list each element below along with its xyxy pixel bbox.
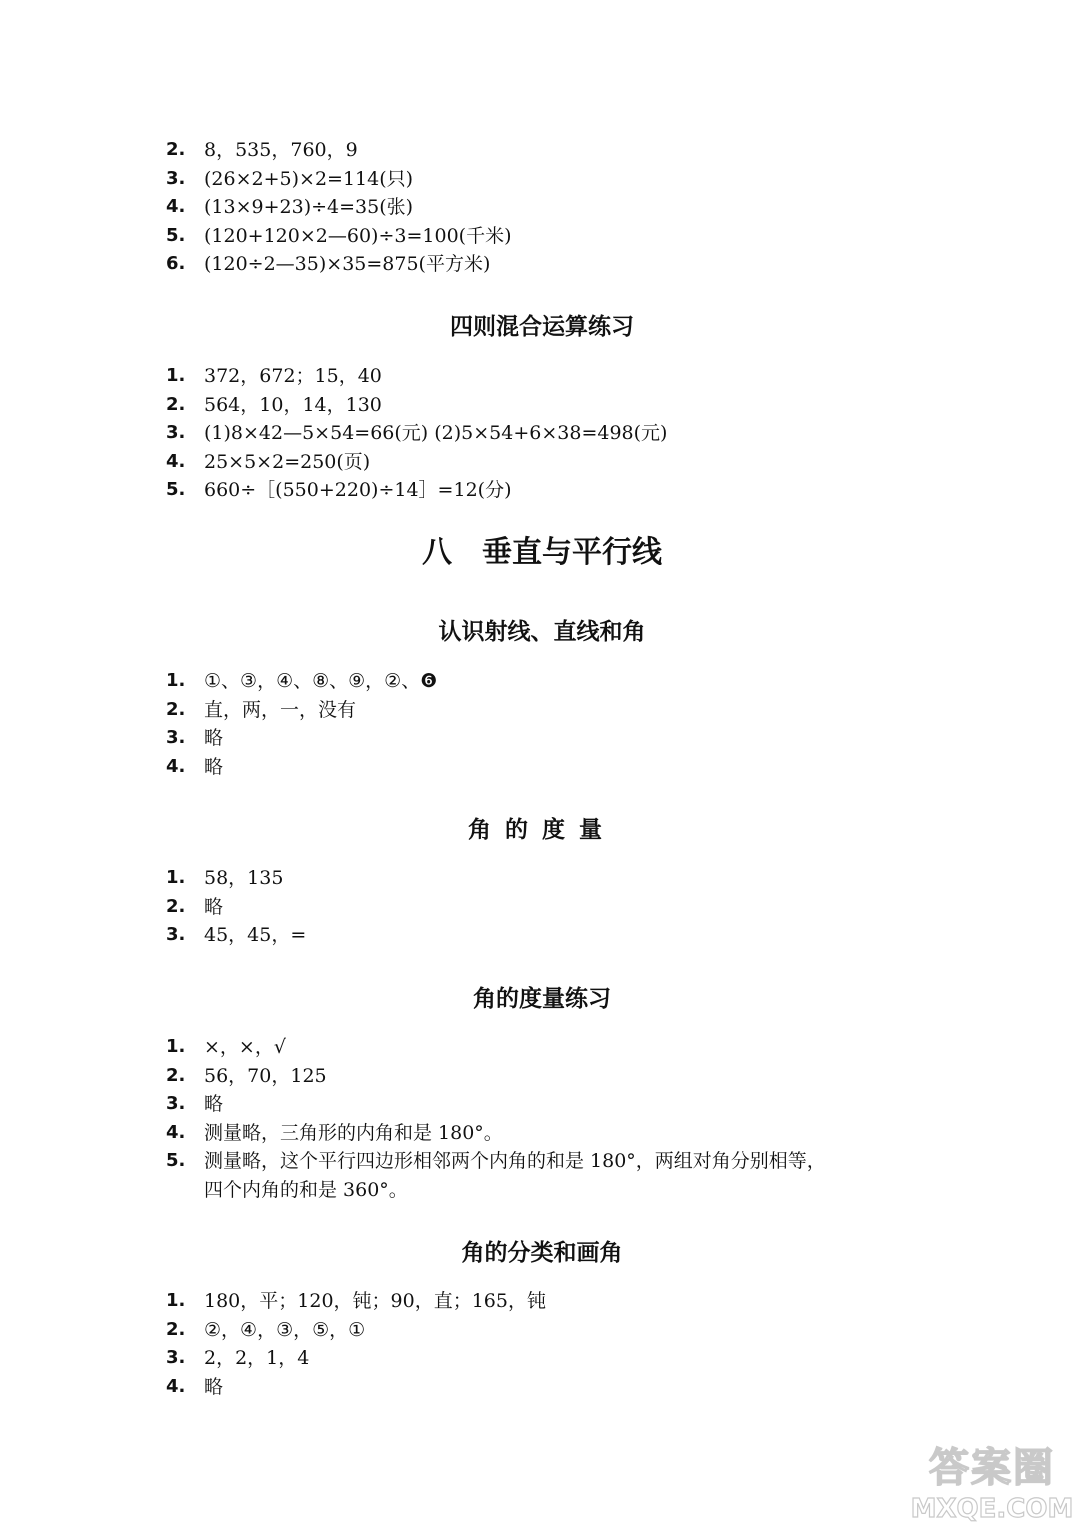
item-number: 4. bbox=[166, 450, 186, 472]
list-item bbox=[0, 476, 1084, 505]
item-answer: 略 bbox=[204, 895, 224, 918]
list-item bbox=[0, 1287, 1084, 1316]
watermark-url: MXQE.COM bbox=[910, 1494, 1074, 1524]
list-item bbox=[0, 1316, 1084, 1345]
item-answer: 直，两，一，没有 bbox=[204, 698, 357, 721]
list-item bbox=[0, 448, 1084, 477]
item-answer: 58，135 bbox=[204, 867, 284, 889]
list-item-continuation bbox=[0, 1176, 1084, 1205]
item-number: 1. bbox=[166, 365, 186, 386]
item-number: 2. bbox=[166, 1064, 186, 1086]
list-item bbox=[0, 1062, 1084, 1091]
item-answer: 180，平；120，钝；90，直；165，钝 bbox=[204, 1290, 546, 1312]
section-title: 认识射线、直线和角 bbox=[438, 619, 646, 645]
answer-list bbox=[0, 1287, 1084, 1401]
item-number: 4. bbox=[166, 755, 186, 777]
list-item bbox=[0, 1119, 1084, 1148]
chapter-title bbox=[0, 533, 1084, 573]
item-number: 4. bbox=[166, 1375, 186, 1397]
item-answer: ②，④，③，⑤，① bbox=[204, 1318, 366, 1341]
answer-list bbox=[0, 362, 1084, 505]
list-item bbox=[0, 362, 1084, 391]
item-number: 5. bbox=[166, 224, 186, 246]
list-item bbox=[0, 250, 1084, 279]
item-number: 2. bbox=[166, 895, 186, 917]
item-number: 2. bbox=[166, 1318, 186, 1340]
section-title: 角的度量 bbox=[468, 817, 616, 843]
list-item bbox=[0, 1147, 1084, 1176]
list-item bbox=[0, 864, 1084, 893]
list-item bbox=[0, 753, 1084, 782]
list-item bbox=[0, 1033, 1084, 1062]
item-answer: 测量略，这个平行四边形相邻两个内角的和是 180°，两组对角分别相等， bbox=[204, 1150, 826, 1172]
chapter-number: 八 bbox=[422, 535, 452, 570]
item-number: 1. bbox=[166, 1036, 186, 1057]
item-number: 6. bbox=[166, 253, 186, 274]
answer-list bbox=[0, 864, 1084, 950]
item-number: 4. bbox=[166, 1121, 186, 1143]
item-answer: 略 bbox=[204, 755, 224, 778]
list-item bbox=[0, 724, 1084, 753]
item-number: 2. bbox=[166, 393, 186, 415]
section-title: 角的分类和画角 bbox=[461, 1240, 623, 1266]
item-answer-continued: 四个内角的和是 360°。 bbox=[204, 1178, 408, 1201]
list-item bbox=[0, 1373, 1084, 1402]
item-answer: 略 bbox=[204, 727, 224, 749]
list-item bbox=[0, 1090, 1084, 1119]
item-answer: ①、③，④、⑧、⑨，②、❻ bbox=[204, 670, 438, 692]
item-number: 3. bbox=[166, 167, 186, 189]
item-answer: 56，70，125 bbox=[204, 1064, 327, 1087]
list-item bbox=[0, 391, 1084, 420]
item-number: 1. bbox=[166, 670, 186, 691]
section-title: 四则混合运算练习 bbox=[450, 314, 634, 340]
item-answer: 372，672；15，40 bbox=[204, 365, 382, 387]
item-number: 3. bbox=[166, 1347, 186, 1368]
list-item bbox=[0, 419, 1084, 448]
item-answer: ×，×，√ bbox=[204, 1036, 286, 1058]
list-item bbox=[0, 921, 1084, 950]
item-number: 2. bbox=[166, 139, 186, 160]
item-number: 3. bbox=[166, 1093, 186, 1114]
item-answer: (1)8×42—5×54=66(元) (2)5×54+6×38=498(元) bbox=[204, 422, 668, 444]
site-watermark bbox=[908, 1444, 1076, 1528]
list-item bbox=[0, 696, 1084, 725]
item-answer: (120+120×2—60)÷3=100(千米) bbox=[204, 224, 512, 247]
list-item bbox=[0, 893, 1084, 922]
list-item bbox=[0, 222, 1084, 251]
list-item bbox=[0, 136, 1084, 165]
item-answer: 测量略，三角形的内角和是 180°。 bbox=[204, 1121, 503, 1144]
item-number: 3. bbox=[166, 422, 186, 443]
item-number: 1. bbox=[166, 867, 186, 888]
list-item bbox=[0, 165, 1084, 194]
item-answer: (120÷2—35)×35=875(平方米) bbox=[204, 253, 491, 275]
list-item bbox=[0, 193, 1084, 222]
chapter-name: 垂直与平行线 bbox=[482, 535, 662, 570]
item-answer: (26×2+5)×2=114(只) bbox=[204, 167, 414, 190]
answer-list bbox=[0, 1033, 1084, 1204]
list-item bbox=[0, 667, 1084, 696]
item-number: 3. bbox=[166, 727, 186, 748]
item-number: 5. bbox=[166, 1150, 186, 1171]
item-answer: 8，535，760，9 bbox=[204, 139, 358, 161]
item-answer: 略 bbox=[204, 1375, 224, 1398]
item-number: 5. bbox=[166, 479, 186, 500]
item-number: 3. bbox=[166, 924, 186, 945]
item-answer: 45，45，= bbox=[204, 924, 307, 946]
item-answer: 2，2，1，4 bbox=[204, 1347, 310, 1369]
item-number: 4. bbox=[166, 196, 186, 217]
item-answer: 660÷［(550+220)÷14］=12(分) bbox=[204, 479, 512, 501]
item-answer: 略 bbox=[204, 1093, 224, 1115]
section-title: 角的度量练习 bbox=[473, 986, 611, 1012]
item-number: 1. bbox=[166, 1290, 186, 1311]
item-answer: 25×5×2=250(页) bbox=[204, 450, 371, 473]
answer-list-continued bbox=[0, 136, 1084, 279]
item-answer: (13×9+23)÷4=35(张) bbox=[204, 196, 414, 218]
item-answer: 564，10，14，130 bbox=[204, 393, 382, 416]
list-item bbox=[0, 1344, 1084, 1373]
answer-list bbox=[0, 667, 1084, 781]
item-number: 2. bbox=[166, 698, 186, 720]
watermark-logo-text: 答案圈 bbox=[929, 1445, 1055, 1491]
